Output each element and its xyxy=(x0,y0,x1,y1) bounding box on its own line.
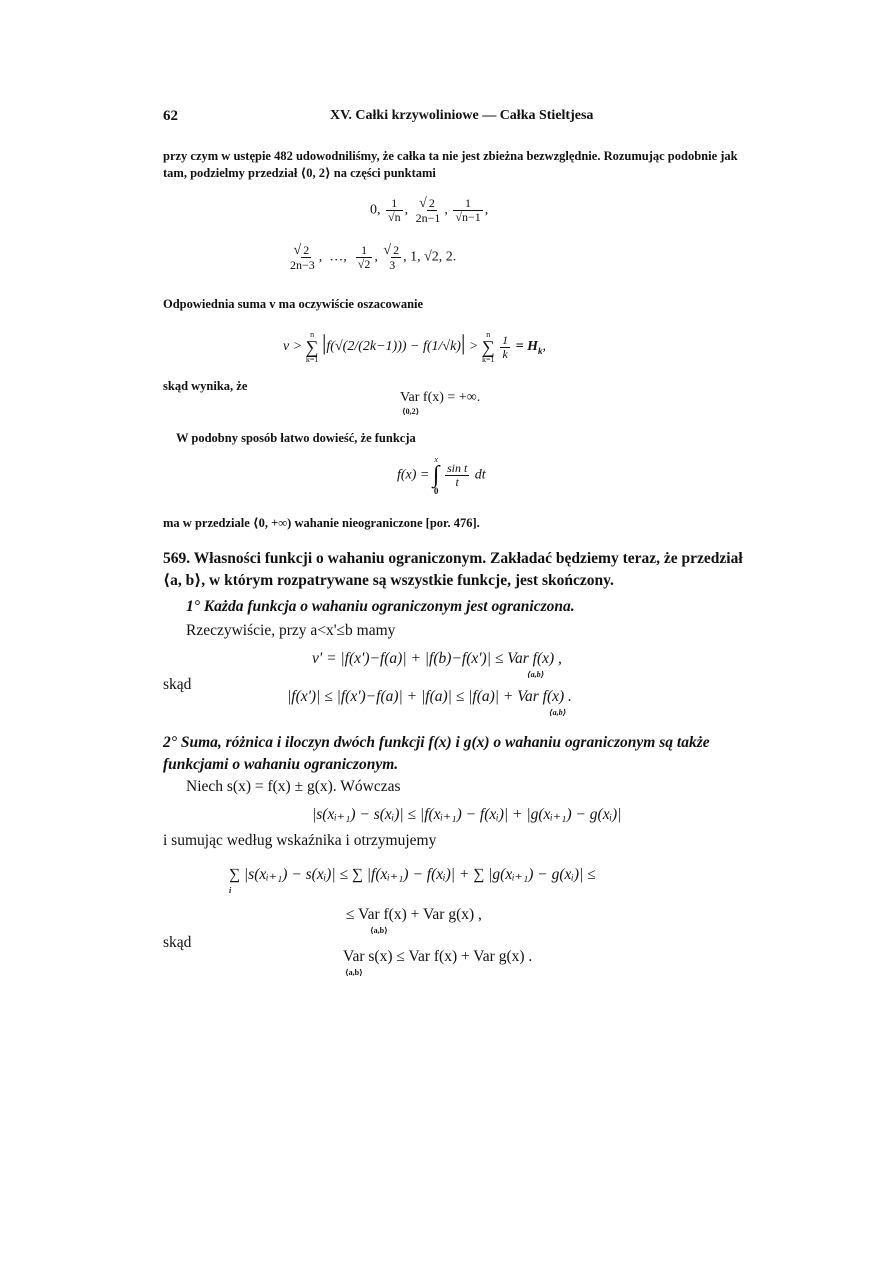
eq-var-sum: ≤ Var f(x) + Var g(x) , ⟨a,b⟩ xyxy=(346,906,482,935)
var-infinity-sub: ⟨0,2⟩ xyxy=(402,407,420,416)
frac-1-sqrt-n-1: $\frac{1}{√n-1}$ xyxy=(455,196,481,224)
skad-2: skąd xyxy=(163,934,192,951)
summing-line: i sumując według wskaźnika i otrzymujemy xyxy=(163,832,437,849)
eq-bound: |f(x')| ≤ |f(x')−f(a)| + |f(a)| ≤ |f(a)| + Var f(x) . ⟨a,b⟩ xyxy=(287,688,572,717)
frac-sqrt-2-over-2n-3: √ 2 2n−3 xyxy=(290,243,315,272)
sin-t-over-t: $\frac{\text{sin t}}{t}$ xyxy=(446,461,468,489)
integral-sign: x ∫ 0 xyxy=(432,455,440,496)
similar-proof: W podobny sposób łatwo dowieść, że funkcja xyxy=(176,431,416,445)
frac-1-sqrt-2: $\frac{1}{√2}$ xyxy=(357,243,371,271)
ellipsis: …, xyxy=(329,249,347,265)
points-row-2: √ 2 2n−3 , …, $\frac{1}{√2}$ , √ 2 3 , 1, √2, 2. xyxy=(290,243,457,272)
points-row-1: 0, $\frac{1}{√n}$ , √ 2 2n−1 , $\frac{1}{√n-1}$ , xyxy=(370,196,489,225)
section-569-title: 569. Własności funkcji o wahaniu ograniczonym. xyxy=(163,550,487,567)
gt-sign: > xyxy=(468,339,479,355)
section-569 xyxy=(163,548,753,592)
running-title: XV. Całki krzywoliniowe — Całka Stieltjesa xyxy=(330,108,594,123)
sum-body: f(√(2/(2k−1))) − f(1/√k) xyxy=(326,339,461,355)
sum-lhs: v > xyxy=(283,339,303,355)
eq-sum: ∑ |s(xᵢ₊₁) − s(xᵢ)| ≤ ∑ |f(xᵢ₊₁) − f(xᵢ)| + ∑ |g(xᵢ₊₁) − g(xᵢ)| ≤ i xyxy=(229,866,596,895)
property-1: 1° Każda funkcja o wahaniu ograniczonym jest ograniczona. xyxy=(186,598,575,615)
skad-wynika: skąd wynika, że xyxy=(163,379,248,393)
frac-1-over-k: $\frac{1}{k}$ xyxy=(502,332,509,361)
sum-formula: v > n ∑ k=1 |f(√(2/(2k−1))) − f(1/√k)| > n ∑ k=1 $\frac{1}{k}$ = $H_k$, xyxy=(283,330,547,364)
var-infinity: Var f(x) = +∞. ⟨0,2⟩ xyxy=(400,390,481,416)
integral-formula: f(x) = x ∫ 0 $\frac{\text{sin t}}{t}$ dt xyxy=(397,455,486,496)
harmonic-h: = H xyxy=(515,339,539,355)
frac-1-sqrt-n: $\frac{1}{√n}$ xyxy=(388,196,401,224)
unbounded-variation: ma w przedziale ⟨0, +∞) wahanie nieograniczone [por. 476]. xyxy=(163,516,480,530)
intro-paragraph: przy czym w ustępie 482 udowodniliśmy, że całka ta nie jest zbieżna bezwzględnie. Rozumując podobnie jak tam, podzielmy przedział ⟨0, 2⟩ na części punktami xyxy=(163,149,738,180)
eq-final: Var s(x) ≤ Var f(x) + Var g(x) . ⟨a,b⟩ xyxy=(343,948,533,977)
point-zero: 0, xyxy=(370,202,381,218)
property-2: 2° Suma, różnica i iloczyn dwóch funkcji f(x) i g(x) o wahaniu ograniczonym są także funkcjami o wahaniu ograniczonym. xyxy=(163,734,710,773)
sum-intro: Odpowiednia suma v ma oczywiście oszacowanie xyxy=(163,297,424,311)
frac-sqrt-2-over-2n-1: √ 2 2n−1 xyxy=(415,196,441,225)
points-tail: 1, √2, 2. xyxy=(410,249,457,265)
skad-1: skąd xyxy=(163,676,192,693)
page-number: 62 xyxy=(163,108,178,124)
sum-symbol-1: n ∑ k=1 xyxy=(305,330,319,364)
sum-symbol-2: n ∑ k=1 xyxy=(481,330,495,364)
let-s: Niech s(x) = f(x) ± g(x). Wówczas xyxy=(186,778,401,795)
eq-v-prime: v' = |f(x')−f(a)| + |f(b)−f(x')| ≤ Var f(x) , ⟨a,b⟩ xyxy=(312,650,562,679)
section-569-text: Zakładać będziemy teraz, że przedział ⟨a, b⟩, w którym rozpatrywane są wszystkie funkcje, jest skończony. xyxy=(163,550,743,589)
indeed-line: Rzeczywiście, przy a<x'≤b mamy xyxy=(186,622,396,639)
frac-sqrt-2-3: √ 2 3 xyxy=(383,243,400,272)
eq-s: |s(xᵢ₊₁) − s(xᵢ)| ≤ |f(xᵢ₊₁) − f(xᵢ)| + |g(xᵢ₊₁) − g(xᵢ)| xyxy=(312,806,622,823)
